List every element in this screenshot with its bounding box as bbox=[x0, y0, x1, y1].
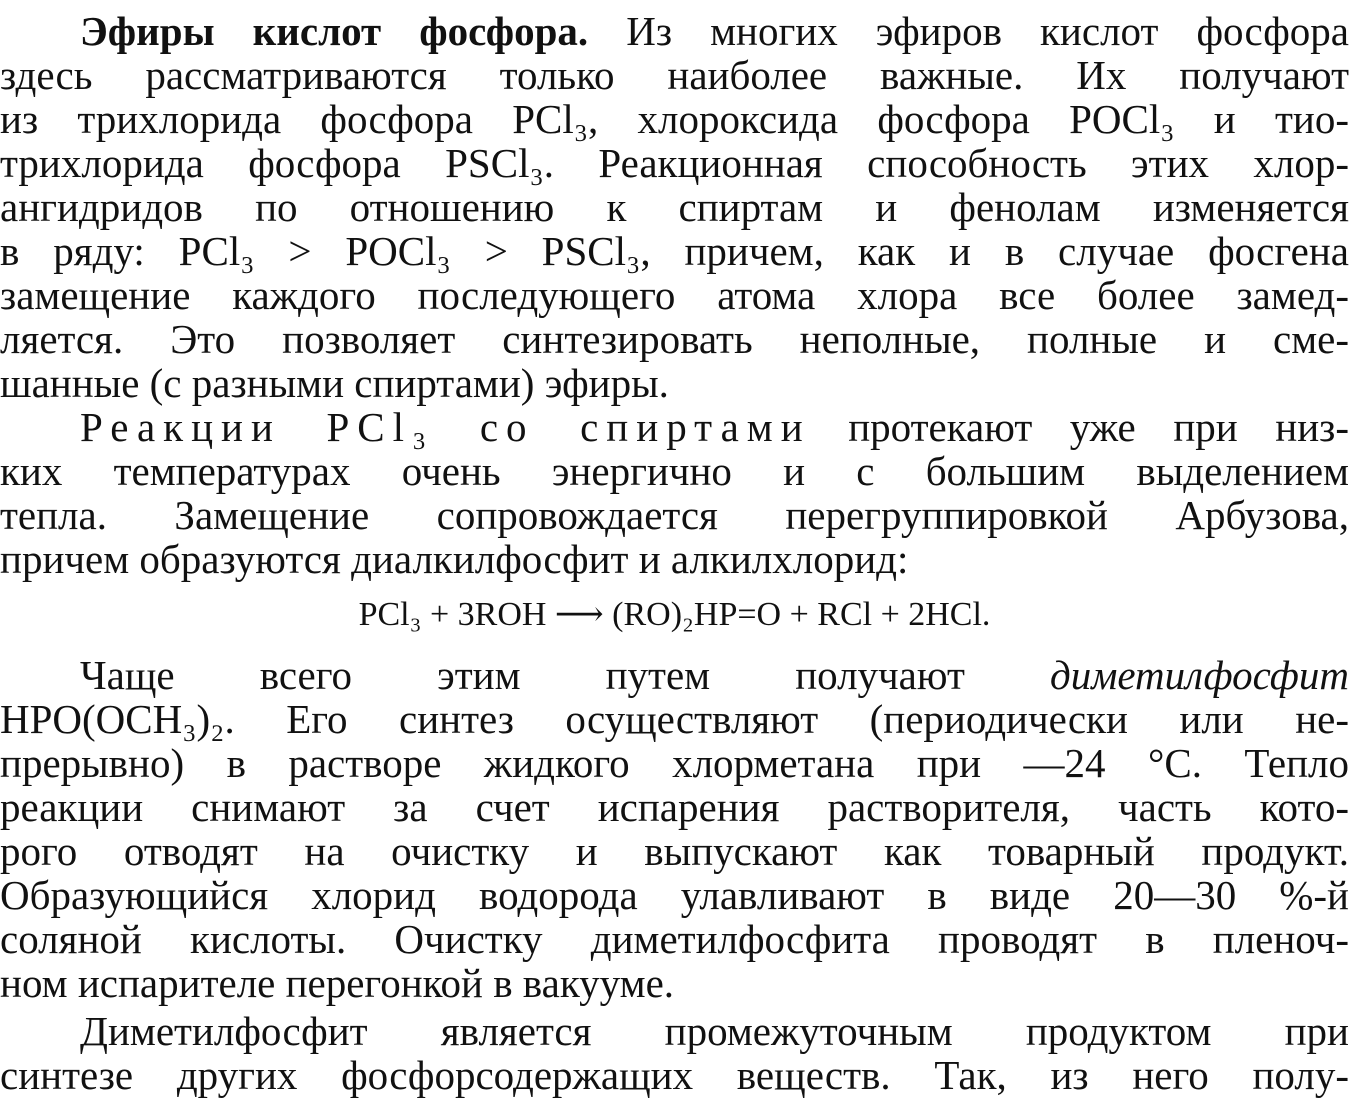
p1-line-3: из трихлорида фосфора PCl₃, хлороксида фосфора POCl₃ и тио- bbox=[0, 96, 1349, 142]
p1-line-1 bbox=[0, 8, 1349, 54]
p3-line-5: рого отводят на очистку и выпускают как товарный продукт. bbox=[0, 828, 1349, 874]
p3-line-1 bbox=[0, 652, 1349, 698]
p1-heading: Эфиры кислот фосфора. bbox=[80, 8, 589, 54]
p1-line-2: здесь рассматриваются только наиболее важные. Их получают bbox=[0, 52, 1349, 98]
p1-line-6: в ряду: PCl₃ > POCl₃ > PSCl₃, причем, как и в случае фосгена bbox=[0, 228, 1349, 274]
p1-line-1-text: Из многих эфиров кислот фосфора bbox=[588, 8, 1349, 54]
p1-line-9: шанные (с разными спиртами) эфиры. bbox=[0, 360, 669, 406]
p4-line-2: синтезе других фосфорсодержащих веществ. Так, из него полу- bbox=[0, 1052, 1349, 1098]
p3-line-4: реакции снимают за счет испарения растворителя, часть кото- bbox=[0, 784, 1349, 830]
p1-line-8: ляется. Это позволяет синтезировать неполные, полные и сме- bbox=[0, 316, 1349, 362]
p3-line-7: соляной кислоты. Очистку диметилфосфита проводят в пленоч- bbox=[0, 916, 1349, 962]
p2-line-3: тепла. Замещение сопровождается перегруппировкой Арбузова, bbox=[0, 492, 1349, 538]
p3-line-3: прерывно) в растворе жидкого хлорметана при —24 °C. Тепло bbox=[0, 740, 1349, 786]
p3-line-6: Образующийся хлорид водорода улавливают в виде 20—30 %-й bbox=[0, 872, 1349, 918]
p3-line-1-text: Чаще всего этим путем получают bbox=[80, 652, 1050, 698]
p1-line-7: замещение каждого последующего атома хлора все более замед- bbox=[0, 272, 1349, 318]
p3-line-2: HPO(OCH₃)₂. Его синтез осуществляют (периодически или не- bbox=[0, 696, 1349, 742]
p2-line-2: ких температурах очень энергично и с большим выделением bbox=[0, 448, 1349, 494]
p2-line-1 bbox=[0, 404, 1349, 450]
p2-spaced-phrase: Реакции PCl₃ со спиртами bbox=[80, 404, 811, 450]
p1-line-5: ангидридов по отношению к спиртам и фенолам изменяется bbox=[0, 184, 1349, 230]
p1-line-4: трихлорида фосфора PSCl₃. Реакционная способность этих хлор- bbox=[0, 140, 1349, 186]
p2-line-1-text: протекают уже при низ- bbox=[810, 404, 1349, 450]
reaction-equation: PCl₃ + 3ROH ⟶ (RO)₂HP=O + RCl + 2HCl. bbox=[358, 596, 991, 633]
p3-italic-term: диметилфосфит bbox=[1049, 652, 1349, 698]
p4-line-1: Диметилфосфит является промежуточным продуктом при bbox=[80, 1008, 1349, 1054]
p2-line-4: причем образуются диалкилфосфит и алкилхлорид: bbox=[0, 536, 909, 582]
p3-line-8: ном испарителе перегонкой в вакууме. bbox=[0, 960, 675, 1006]
